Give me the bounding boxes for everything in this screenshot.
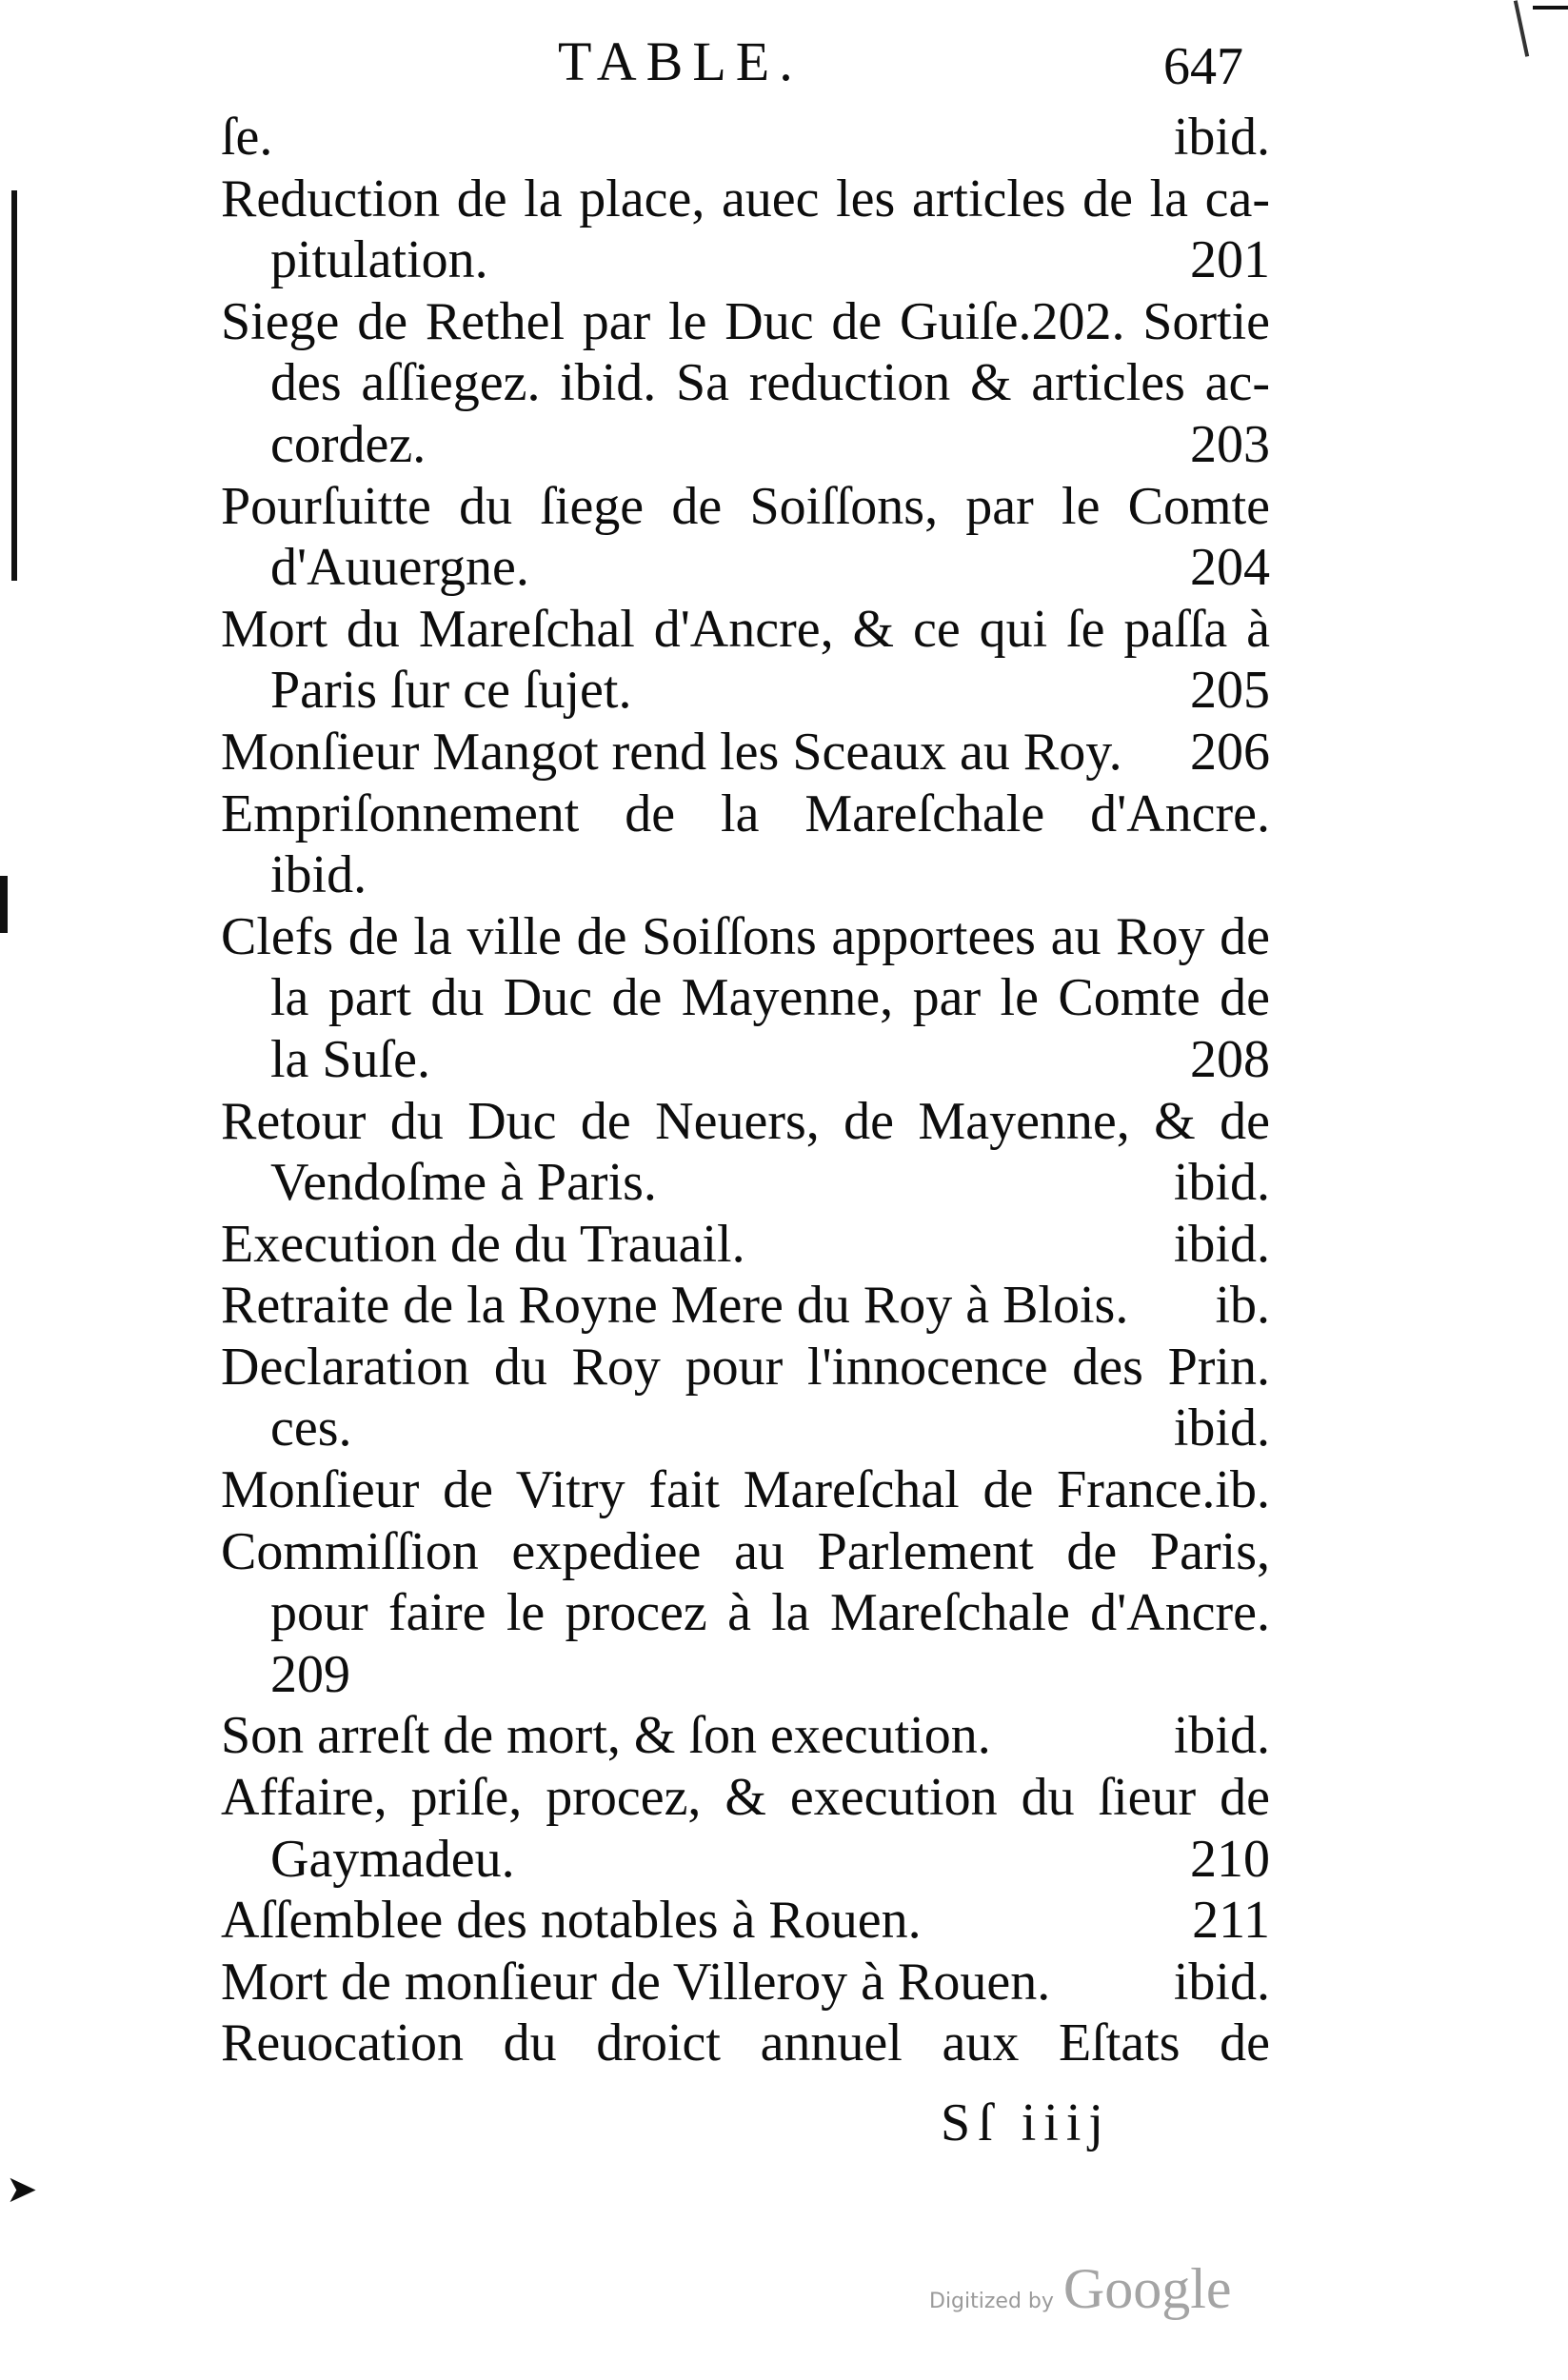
- index-entry-text: Mort du Mareſchal d'Ancre, & ce qui ſe paſſa à: [221, 599, 1270, 659]
- index-entry: [221, 352, 1270, 414]
- index-entry-page-ref: ibid.: [1173, 1214, 1270, 1274]
- index-entry: [221, 476, 1270, 538]
- index-entry-text: Gaymadeu.: [270, 1829, 515, 1889]
- index-entry-text: Pourſuitte du ſiege de Soiſſons, par le Comte: [221, 476, 1270, 536]
- index-entry: [221, 660, 1270, 722]
- index-entry: [221, 844, 1270, 906]
- index-entry: [221, 599, 1270, 661]
- page-number: 647: [1163, 37, 1243, 96]
- index-entry: [221, 291, 1270, 353]
- index-entry: [221, 1952, 1270, 2013]
- index-entry: [221, 2013, 1270, 2074]
- index-entry-page-ref: 208: [1190, 1029, 1270, 1089]
- index-entries: [221, 107, 1270, 2074]
- scan-edge-mark: [11, 190, 17, 581]
- index-entry-text: Reuocation du droict annuel aux Eſtats de: [221, 2013, 1270, 2073]
- index-entry-page-ref: 206: [1190, 722, 1270, 782]
- index-entry-page-ref: ibid.: [1173, 1706, 1270, 1766]
- index-entry: [221, 229, 1270, 291]
- index-entry-text: Clefs de la ville de Soiſſons apportees au Roy de: [221, 906, 1270, 966]
- index-entry-text: des aſſiegez. ibid. Sa reduction & articles ac-: [270, 353, 1270, 413]
- scan-edge-arrow-icon: ➤: [6, 2168, 38, 2211]
- watermark-prefix: Digitized by: [929, 2290, 1054, 2313]
- index-entry-page-ref: 210: [1190, 1829, 1270, 1889]
- index-entry: [221, 1398, 1270, 1459]
- index-entry-text: pitulation.: [270, 230, 488, 290]
- index-entry-text: ſe.: [221, 108, 273, 167]
- index-entry: [221, 1890, 1270, 1952]
- digitization-watermark: [929, 2256, 1232, 2322]
- index-entry: [221, 1521, 1270, 1583]
- page-title: TABLE.: [558, 30, 803, 92]
- index-entry-text: 209: [270, 1644, 350, 1704]
- index-entry-text: Reduction de la place, auec les articles de la ca-: [221, 169, 1270, 228]
- index-entry-page-ref: ib.: [1215, 1276, 1270, 1336]
- index-entry: [221, 1275, 1270, 1337]
- index-entry-page-ref: ibid.: [1173, 108, 1270, 167]
- index-entry-text: la part du Duc de Mayenne, par le Comte de: [270, 968, 1270, 1028]
- scan-edge-stroke: [1514, 0, 1529, 57]
- index-entry: [221, 783, 1270, 845]
- index-entry-page-ref: ibid.: [1173, 1952, 1270, 2012]
- index-entry-text: Vendoſme à Paris.: [270, 1153, 657, 1213]
- index-entry-page-ref: 205: [1190, 661, 1270, 721]
- index-entry: [221, 1829, 1270, 1891]
- signature-mark: Sſ iiij: [941, 2093, 1111, 2152]
- index-entry-text: Empriſonnement de la Mareſchale d'Ancre.: [221, 783, 1270, 843]
- index-entry-text: Monſieur Mangot rend les Sceaux au Roy.: [221, 722, 1122, 782]
- index-entry-text: Retour du Duc de Neuers, de Mayenne, & de: [221, 1091, 1270, 1151]
- index-entry-text: la Suſe.: [270, 1029, 430, 1089]
- index-entry-page-ref: 201: [1190, 230, 1270, 290]
- index-entry-text: Siege de Rethel par le Duc de Guiſe.202. Sortie: [221, 291, 1270, 351]
- index-entry: [221, 169, 1270, 230]
- index-entry-text: Mort de monſieur de Villeroy à Rouen.: [221, 1952, 1051, 2012]
- index-entry: [221, 1767, 1270, 1829]
- index-entry-text: Retraite de la Royne Mere du Roy à Blois.: [221, 1276, 1129, 1336]
- index-entry-text: ces.: [270, 1398, 352, 1458]
- index-entry-text: Commiſſion expediee au Parlement de Paris,: [221, 1521, 1270, 1581]
- index-entry: [221, 906, 1270, 968]
- index-entry: [221, 414, 1270, 476]
- index-entry: [221, 107, 1270, 169]
- index-entry-text: Execution de du Trauail.: [221, 1214, 745, 1274]
- index-entry-text: Monſieur de Vitry fait Mareſchal de France.ib.: [221, 1460, 1270, 1520]
- index-entry: [221, 1214, 1270, 1276]
- index-entry-text: ibid.: [270, 845, 367, 905]
- index-entry-page-ref: 203: [1190, 414, 1270, 474]
- index-entry: [221, 1337, 1270, 1398]
- index-entry-text: Aſſemblee des notables à Rouen.: [221, 1891, 922, 1951]
- index-entry: [221, 537, 1270, 599]
- index-entry: [221, 1644, 1270, 1706]
- scan-corner-line: [1533, 6, 1568, 10]
- index-entry-text: Son arreſt de mort, & ſon execution.: [221, 1706, 991, 1766]
- index-entry: [221, 722, 1270, 783]
- index-entry: [221, 1582, 1270, 1644]
- index-entry: [221, 1152, 1270, 1214]
- google-logo: Google: [1062, 2257, 1232, 2320]
- index-entry: [221, 1029, 1270, 1091]
- index-entry: [221, 1705, 1270, 1767]
- index-entry-text: cordez.: [270, 414, 427, 474]
- index-entry-text: d'Auuergne.: [270, 538, 529, 598]
- index-entry-page-ref: ibid.: [1173, 1398, 1270, 1458]
- index-entry-text: Declaration du Roy pour l'innocence des Prin.: [221, 1337, 1270, 1397]
- index-entry-text: Affaire, priſe, procez, & execution du ſieur de: [221, 1768, 1270, 1828]
- scan-edge-mark-small: [0, 876, 8, 933]
- index-entry: [221, 967, 1270, 1029]
- index-entry: [221, 1091, 1270, 1153]
- index-entry-text: Paris ſur ce ſujet.: [270, 661, 632, 721]
- index-entry-page-ref: ibid.: [1173, 1153, 1270, 1213]
- index-entry: [221, 1459, 1270, 1521]
- index-entry-page-ref: 211: [1192, 1891, 1270, 1951]
- index-entry-page-ref: 204: [1190, 538, 1270, 598]
- index-entry-text: pour faire le procez à la Mareſchale d'Ancre.: [270, 1583, 1270, 1643]
